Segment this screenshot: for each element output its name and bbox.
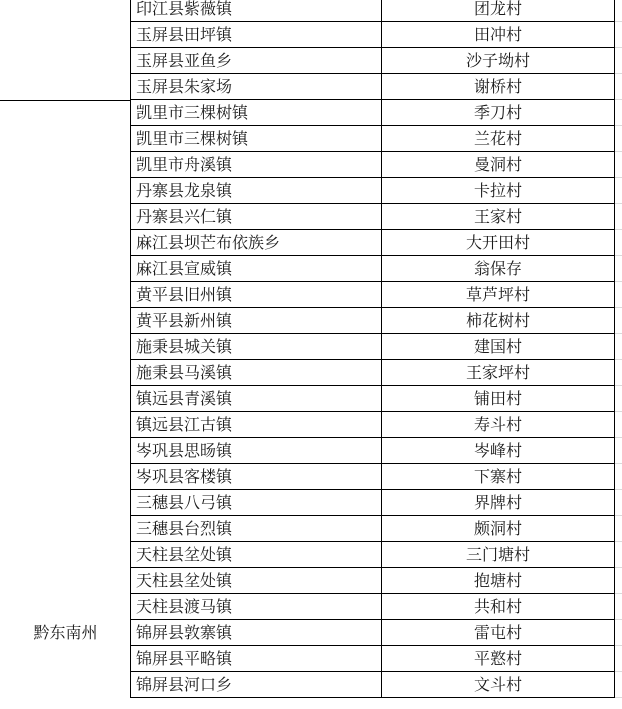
village-cell[interactable]: 颇洞村: [382, 516, 615, 542]
village-cell[interactable]: 铺田村: [382, 386, 615, 412]
town-cell[interactable]: 锦屏县平略镇: [131, 646, 382, 672]
town-cell[interactable]: 麻江县宣威镇: [131, 256, 382, 282]
region-cell[interactable]: [0, 542, 131, 568]
town-cell[interactable]: 锦屏县敦寨镇: [131, 620, 382, 646]
merged-cell-divider: [0, 100, 131, 101]
table-row: [0, 178, 622, 204]
empty-cell[interactable]: [615, 516, 622, 542]
region-cell[interactable]: [0, 282, 131, 308]
region-cell[interactable]: [0, 126, 131, 152]
table-row: [0, 204, 622, 230]
village-cell[interactable]: 岑峰村: [382, 438, 615, 464]
town-cell[interactable]: 玉屏县朱家场: [131, 74, 382, 100]
table-row: [0, 100, 622, 126]
table-row: [0, 256, 622, 282]
village-cell[interactable]: 季刀村: [382, 100, 615, 126]
village-cell[interactable]: 建国村: [382, 334, 615, 360]
table-row: [0, 490, 622, 516]
table-row: [0, 0, 622, 22]
empty-cell[interactable]: [615, 230, 622, 256]
region-cell[interactable]: [0, 178, 131, 204]
table-row: [0, 360, 622, 386]
empty-cell[interactable]: [615, 594, 622, 620]
table-row: [0, 334, 622, 360]
merged-cell-region[interactable]: 黔东南州: [33, 623, 98, 642]
town-cell[interactable]: 丹寨县龙泉镇: [131, 178, 382, 204]
empty-cell[interactable]: [615, 74, 622, 100]
empty-cell[interactable]: [615, 360, 622, 386]
empty-cell[interactable]: [615, 100, 622, 126]
town-cell[interactable]: 玉屏县亚鱼乡: [131, 48, 382, 74]
village-cell[interactable]: 平憝村: [382, 646, 615, 672]
table-row: [0, 464, 622, 490]
village-cell[interactable]: 大开田村: [382, 230, 615, 256]
empty-cell[interactable]: [615, 0, 622, 22]
village-cell[interactable]: 寿斗村: [382, 412, 615, 438]
empty-cell[interactable]: [615, 282, 622, 308]
table-row: [0, 126, 622, 152]
village-cell[interactable]: 共和村: [382, 594, 615, 620]
empty-cell[interactable]: [615, 386, 622, 412]
region-cell[interactable]: [0, 0, 131, 22]
village-cell[interactable]: 兰花村: [382, 126, 615, 152]
empty-cell[interactable]: [615, 568, 622, 594]
empty-cell[interactable]: [615, 490, 622, 516]
town-cell[interactable]: 锦屏县河口乡: [131, 672, 382, 698]
region-cell[interactable]: [0, 100, 131, 126]
region-cell[interactable]: [0, 646, 131, 672]
empty-cell[interactable]: [615, 646, 622, 672]
table-row: [0, 646, 622, 672]
empty-cell[interactable]: [615, 22, 622, 48]
town-cell[interactable]: 天柱县坌处镇: [131, 542, 382, 568]
village-cell[interactable]: 王家坪村: [382, 360, 615, 386]
empty-cell[interactable]: [615, 178, 622, 204]
region-cell[interactable]: [0, 360, 131, 386]
empty-cell[interactable]: [615, 438, 622, 464]
village-cell[interactable]: 田冲村: [382, 22, 615, 48]
town-cell[interactable]: 天柱县坌处镇: [131, 568, 382, 594]
region-cell[interactable]: [0, 516, 131, 542]
town-cell[interactable]: 黄平县新州镇: [131, 308, 382, 334]
region-cell[interactable]: [0, 386, 131, 412]
village-cell[interactable]: 下寨村: [382, 464, 615, 490]
table-row: [0, 438, 622, 464]
table-row: [0, 516, 622, 542]
town-cell[interactable]: 镇远县青溪镇: [131, 386, 382, 412]
region-cell[interactable]: [0, 464, 131, 490]
table-row: [0, 568, 622, 594]
region-cell[interactable]: [0, 308, 131, 334]
empty-cell[interactable]: [615, 308, 622, 334]
town-cell[interactable]: 岑巩县客楼镇: [131, 464, 382, 490]
town-cell[interactable]: 镇远县江古镇: [131, 412, 382, 438]
empty-cell[interactable]: [615, 334, 622, 360]
empty-cell[interactable]: [615, 620, 622, 646]
region-cell[interactable]: [0, 490, 131, 516]
village-cell[interactable]: 沙子坳村: [382, 48, 615, 74]
town-cell[interactable]: 凯里市三棵树镇: [131, 126, 382, 152]
table-row: [0, 308, 622, 334]
region-cell[interactable]: [0, 22, 131, 48]
town-cell[interactable]: 三穗县台烈镇: [131, 516, 382, 542]
empty-cell[interactable]: [615, 152, 622, 178]
village-cell[interactable]: 王家村: [382, 204, 615, 230]
empty-cell[interactable]: [615, 542, 622, 568]
region-cell[interactable]: [0, 152, 131, 178]
empty-cell[interactable]: [615, 126, 622, 152]
village-cell[interactable]: 草芦坪村: [382, 282, 615, 308]
town-cell[interactable]: 凯里市三棵树镇: [131, 100, 382, 126]
region-cell[interactable]: [0, 230, 131, 256]
region-cell[interactable]: [0, 48, 131, 74]
town-cell[interactable]: 玉屏县田坪镇: [131, 22, 382, 48]
table-row: [0, 386, 622, 412]
table-row: [0, 48, 622, 74]
table-row: [0, 282, 622, 308]
village-cell[interactable]: 雷屯村: [382, 620, 615, 646]
village-cell[interactable]: 抱塘村: [382, 568, 615, 594]
village-cell[interactable]: 曼洞村: [382, 152, 615, 178]
region-cell[interactable]: [0, 412, 131, 438]
region-cell[interactable]: [0, 438, 131, 464]
region-cell[interactable]: [0, 594, 131, 620]
empty-cell[interactable]: [615, 204, 622, 230]
region-cell[interactable]: [0, 256, 131, 282]
region-cell[interactable]: [0, 334, 131, 360]
table-row: [0, 672, 622, 698]
town-cell[interactable]: 施秉县城关镇: [131, 334, 382, 360]
empty-cell[interactable]: [615, 48, 622, 74]
village-cell[interactable]: 谢桥村: [382, 74, 615, 100]
region-cell[interactable]: [0, 74, 131, 100]
village-cell[interactable]: 三门塘村: [382, 542, 615, 568]
village-cell[interactable]: 卡拉村: [382, 178, 615, 204]
region-cell[interactable]: [0, 568, 131, 594]
town-cell[interactable]: 岑巩县思旸镇: [131, 438, 382, 464]
town-cell[interactable]: 麻江县坝芒布依族乡: [131, 230, 382, 256]
empty-cell[interactable]: [615, 672, 622, 698]
table-row: [0, 230, 622, 256]
table-row: [0, 22, 622, 48]
town-cell[interactable]: 三穗县八弓镇: [131, 490, 382, 516]
town-cell[interactable]: 黄平县旧州镇: [131, 282, 382, 308]
table-row: [0, 594, 622, 620]
empty-cell[interactable]: [615, 412, 622, 438]
table-row: [0, 542, 622, 568]
village-cell[interactable]: 团龙村: [382, 0, 615, 22]
town-cell[interactable]: 施秉县马溪镇: [131, 360, 382, 386]
village-cell[interactable]: 柿花树村: [382, 308, 615, 334]
village-cell[interactable]: 翁保存: [382, 256, 615, 282]
town-cell[interactable]: 印江县紫薇镇: [131, 0, 382, 22]
table-row: [0, 152, 622, 178]
table-row: [0, 74, 622, 100]
region-cell[interactable]: [0, 672, 131, 698]
village-cell[interactable]: 文斗村: [382, 672, 615, 698]
table-row: [0, 412, 622, 438]
village-cell[interactable]: 界牌村: [382, 490, 615, 516]
town-cell[interactable]: 凯里市舟溪镇: [131, 152, 382, 178]
empty-cell[interactable]: [615, 256, 622, 282]
town-cell[interactable]: 丹寨县兴仁镇: [131, 204, 382, 230]
empty-cell[interactable]: [615, 464, 622, 490]
town-cell[interactable]: 天柱县渡马镇: [131, 594, 382, 620]
region-cell[interactable]: [0, 204, 131, 230]
